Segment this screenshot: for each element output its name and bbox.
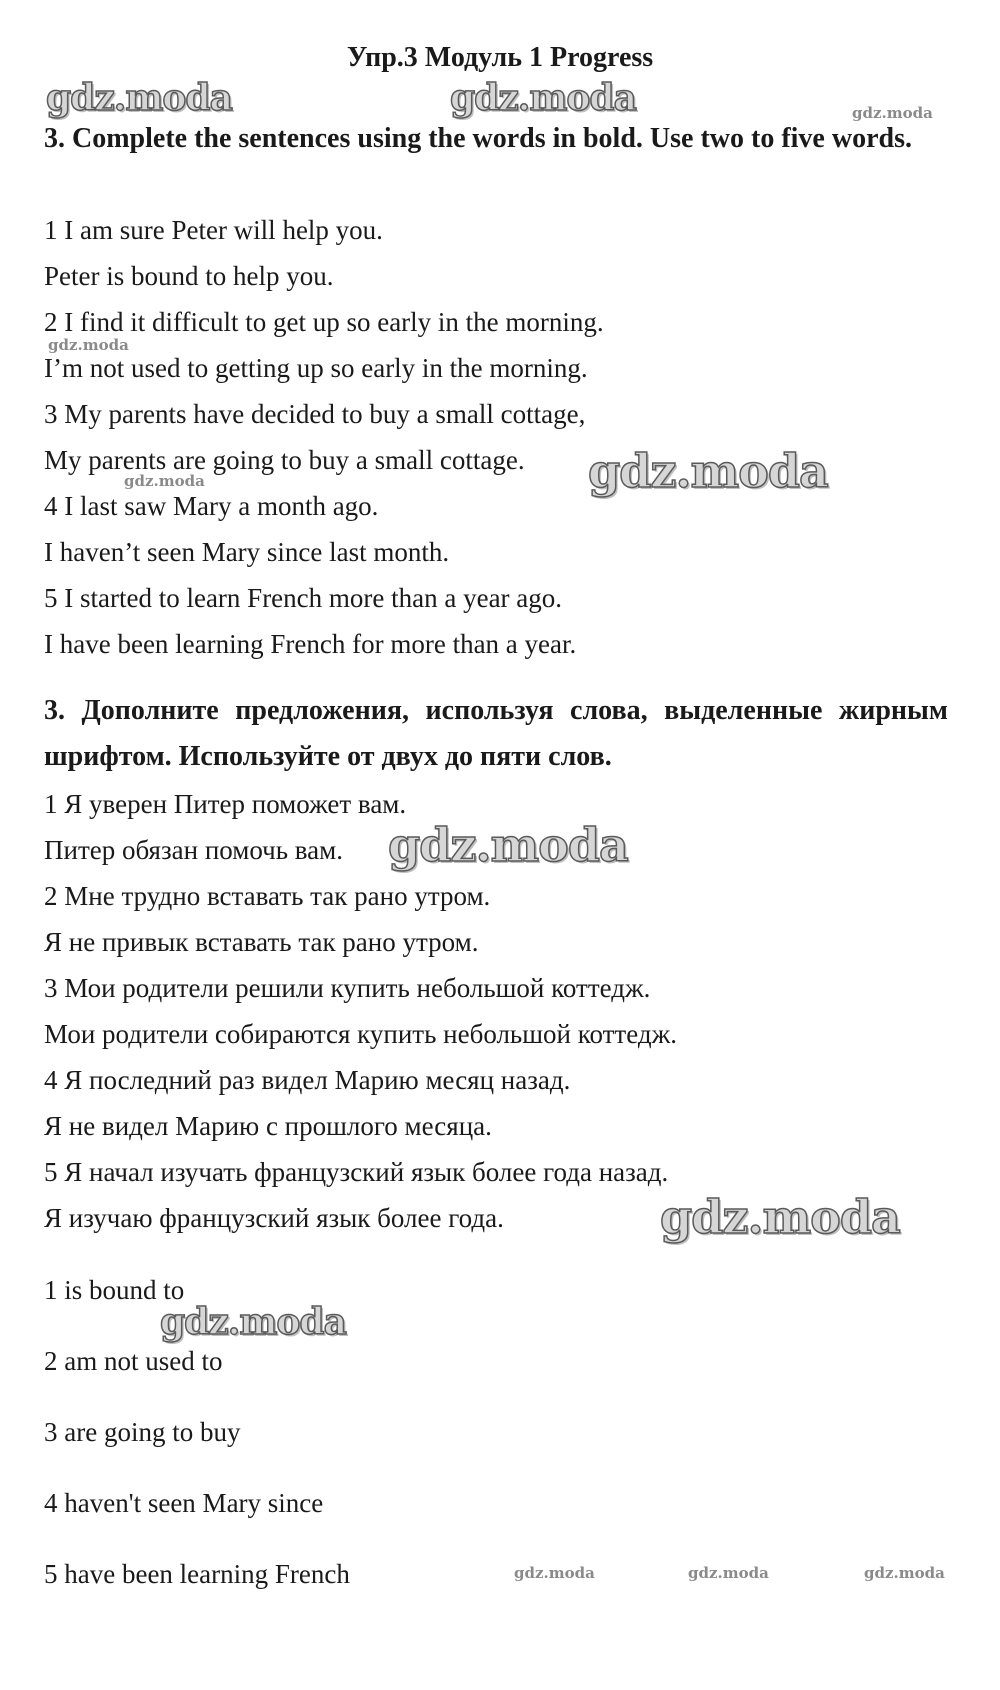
- answer-line: 3 are going to buy: [44, 1417, 241, 1447]
- russian-heading: 3. Дополните предложения, используя слова, выделенные жирным шрифтом. Используйте от двух до пяти слов.: [44, 695, 948, 772]
- watermark: gdz.moda: [450, 77, 636, 119]
- watermark: gdz.moda: [124, 472, 205, 490]
- english-line: 2 I find it difficult to get up so early in the morning.: [44, 307, 604, 337]
- russian-line: 1 Я уверен Питер поможет вам.: [44, 789, 407, 819]
- watermark: gdz.moda: [160, 1301, 346, 1343]
- watermark: gdz.moda: [514, 1564, 595, 1582]
- watermark: gdz.moda: [588, 444, 828, 498]
- russian-line: Я не видел Марию с прошлого месяца.: [44, 1111, 492, 1141]
- english-line: My parents are going to buy a small cottage.: [44, 445, 525, 475]
- english-line: Peter is bound to help you.: [44, 261, 334, 291]
- english-line: 3 My parents have decided to buy a small cottage,: [44, 399, 586, 429]
- english-line: I haven’t seen Mary since last month.: [44, 537, 450, 567]
- russian-line: Я не привык вставать так рано утром.: [44, 927, 479, 957]
- russian-line: Питер обязан помочь вам.: [44, 835, 343, 865]
- watermark: gdz.moda: [388, 818, 628, 872]
- answer-line: 5 have been learning French: [44, 1559, 350, 1589]
- english-line: 5 I started to learn French more than a year ago.: [44, 583, 563, 613]
- watermark: gdz.moda: [660, 1190, 900, 1244]
- english-heading: 3. Complete the sentences using the words in bold. Use two to five words.: [44, 123, 912, 154]
- english-line: I’m not used to getting up so early in the morning.: [44, 353, 588, 383]
- answer-line: 4 haven't seen Mary since: [44, 1488, 324, 1518]
- english-line: 4 I last saw Mary a month ago.: [44, 491, 379, 521]
- russian-line: 3 Мои родители решили купить небольшой коттедж.: [44, 973, 651, 1003]
- page-title: Упр.3 Модуль 1 Progress: [346, 42, 654, 73]
- answer-line: 1 is bound to: [44, 1275, 185, 1305]
- russian-line: 5 Я начал изучать французский язык более года назад.: [44, 1157, 669, 1187]
- watermark: gdz.moda: [864, 1564, 945, 1582]
- english-line: I have been learning French for more than a year.: [44, 629, 577, 659]
- watermark: gdz.moda: [852, 104, 933, 122]
- russian-line: Мои родители собираются купить небольшой коттедж.: [44, 1019, 677, 1049]
- watermark: gdz.moda: [48, 336, 129, 354]
- english-line: 1 I am sure Peter will help you.: [44, 215, 383, 245]
- watermark: gdz.moda: [46, 77, 232, 119]
- answer-line: 2 am not used to: [44, 1346, 223, 1376]
- watermark: gdz.moda: [688, 1564, 769, 1582]
- russian-line: Я изучаю французский язык более года.: [44, 1203, 504, 1233]
- russian-line: 2 Мне трудно вставать так рано утром.: [44, 881, 491, 911]
- russian-line: 4 Я последний раз видел Марию месяц назад.: [44, 1065, 571, 1095]
